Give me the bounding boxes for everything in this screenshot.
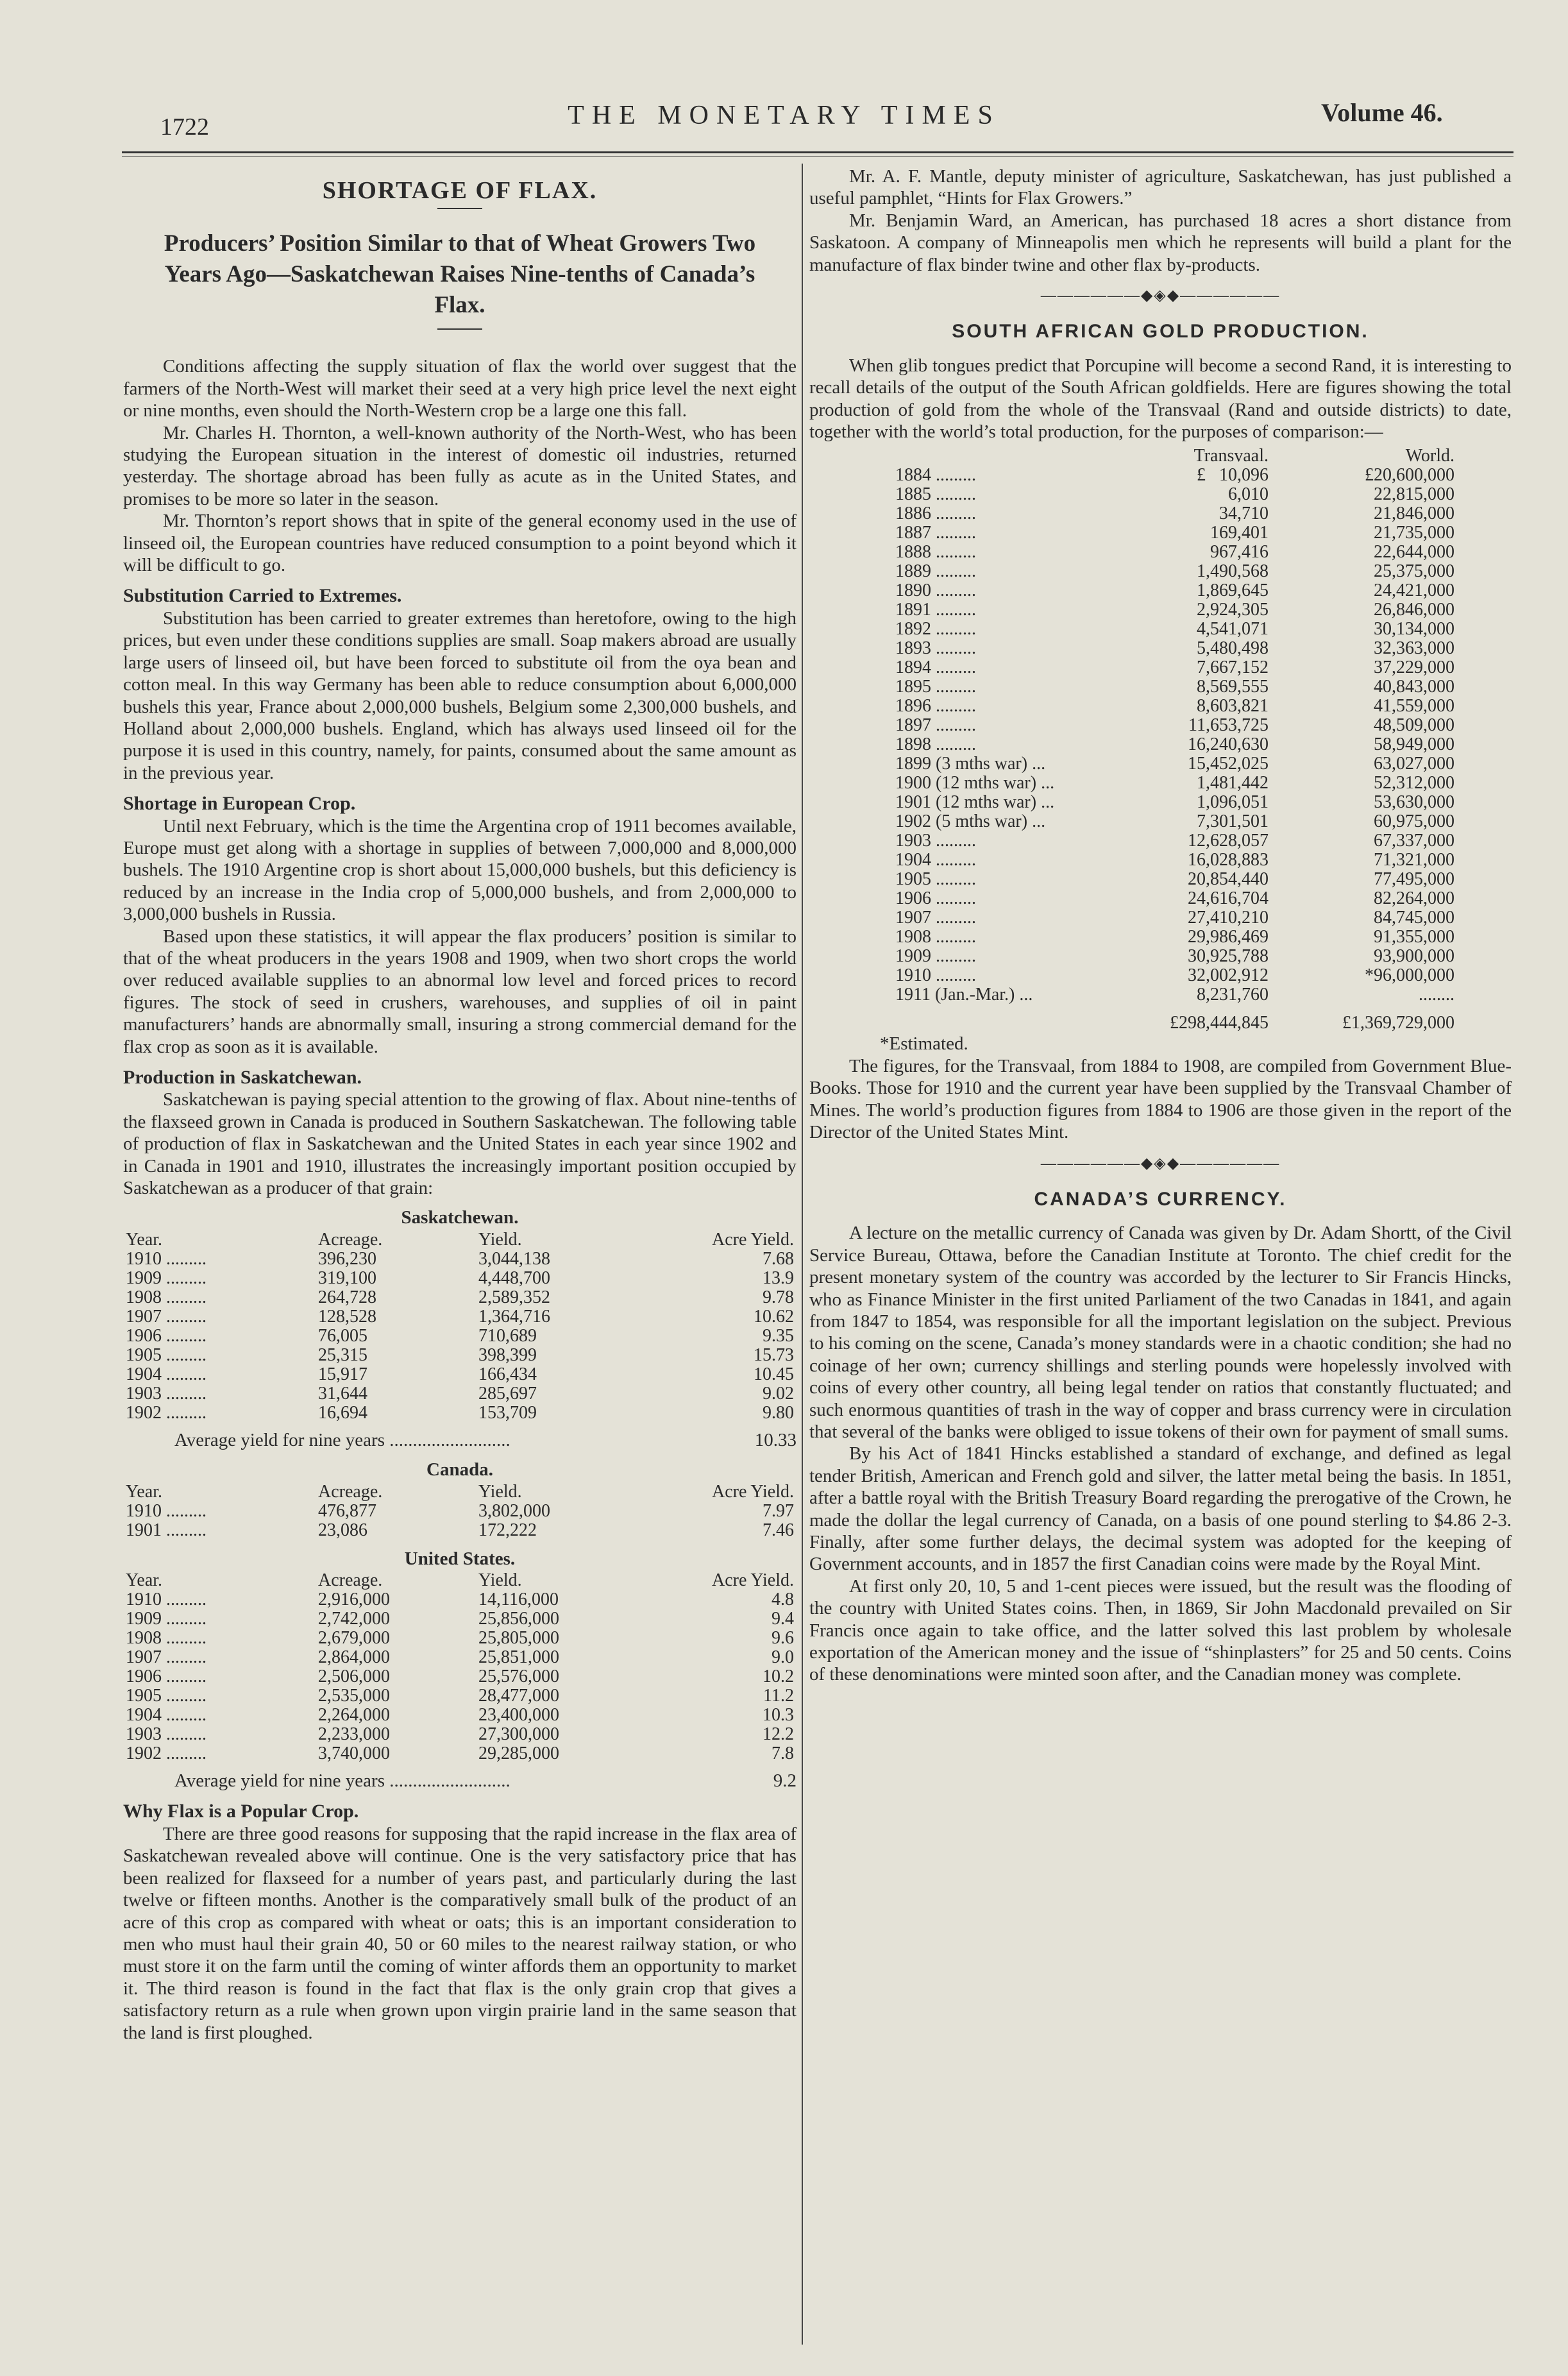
cell-acre-yield: 9.35	[763, 1325, 794, 1346]
table-row	[893, 466, 1457, 485]
table-row	[123, 1404, 797, 1423]
cell-acre-yield: 7.97	[763, 1500, 794, 1521]
cell-world: 21,735,000	[1374, 523, 1454, 543]
cell-yield: 4,448,700	[478, 1268, 550, 1288]
cell-world: 41,559,000	[1374, 696, 1454, 717]
cell-year: 1901 (12 mths war) ...	[895, 792, 1055, 813]
total-spacer	[893, 1005, 1104, 1033]
cell-acre-yield: 9.0	[771, 1647, 794, 1668]
cell-world: 82,264,000	[1374, 888, 1454, 909]
cell-acreage: 31,644	[318, 1383, 367, 1404]
cell-year: 1892 .........	[895, 619, 976, 640]
canada-table	[123, 1482, 797, 1540]
table-row	[123, 1365, 797, 1384]
cell-yield: 23,400,000	[478, 1705, 559, 1726]
cell-yield: 1,364,716	[478, 1306, 550, 1327]
table-row	[123, 1521, 797, 1540]
cell-year: 1909 .........	[895, 946, 976, 967]
cell-transvaal: 32,002,912	[1188, 965, 1269, 986]
cell-transvaal-value: 10,096	[1219, 465, 1269, 486]
table-row	[123, 1288, 797, 1307]
cell-yield: 25,805,000	[478, 1628, 559, 1649]
table-row	[893, 716, 1457, 735]
gold-production-table	[893, 446, 1457, 1033]
cell-transvaal: £ 10,096	[1197, 465, 1269, 486]
cell-year: 1897 .........	[895, 715, 976, 736]
table-row	[893, 504, 1457, 523]
header-acre-yield: Acre Yield.	[711, 1481, 794, 1502]
cell-acreage: 2,506,000	[318, 1667, 390, 1687]
cell-world: 40,843,000	[1374, 677, 1454, 697]
cell-transvaal: 24,616,704	[1188, 888, 1269, 909]
table-row	[123, 1629, 797, 1648]
cell-transvaal: 29,986,469	[1188, 927, 1269, 947]
cell-transvaal: 1,490,568	[1197, 561, 1269, 582]
cell-year: 1904 .........	[126, 1364, 207, 1384]
cell-year: 1894 .........	[895, 658, 976, 678]
ornament-divider: ——————◆◈◆——————	[1040, 1155, 1281, 1172]
paragraph: There are three good reasons for supposing that the rapid increase in the flax area of Saskatchewan revealed above will continue. One is the very satisfactory price that has been realized for flaxseed for a number of years past, and particularly during the last twelve or fifteen months. Another is the comparatively small bulk of the product of an acre of this crop as compared with wheat or oats; this is an important consideration to men who must haul their grain 40, 50 or 60 miles to the nearest railway station, or who must store it on the farm until the coming of winter affords them an opportunity to market it. The third reason is found in the fact that flax is the only grain crop that gives a satisfactory return as a rule when grown upon virgin prairie land in the same season that the land is first ploughed.	[123, 1823, 797, 2043]
cell-transvaal: 11,653,725	[1188, 715, 1269, 736]
table-row	[123, 1250, 797, 1269]
cell-year: 1907 .........	[895, 908, 976, 928]
cell-yield: 285,697	[478, 1383, 537, 1404]
cell-year: 1909 .........	[126, 1268, 207, 1288]
cell-transvaal: 1,096,051	[1197, 792, 1269, 813]
paragraph: Based upon these statistics, it will appear the flax producers’ position is similar to that of the wheat producers in the years 1908 and 1909, when two short crops the world over reduced available supplies to an abnormal low level and forced prices to record figures. The stock of seed in crushers, warehouses, and supplies of oil in paint manufacturers’ hands are abnormally small, insuring a strong commercial demand for the flax crop as soon as it is available.	[123, 926, 797, 1057]
united-states-table	[123, 1571, 797, 1763]
table-row	[123, 1744, 797, 1763]
cell-world: 52,312,000	[1374, 773, 1454, 793]
cell-acreage: 2,742,000	[318, 1609, 390, 1629]
header-world: World.	[1405, 446, 1454, 466]
cell-yield: 3,044,138	[478, 1248, 550, 1269]
left-column	[123, 165, 797, 2044]
cell-transvaal: 8,569,555	[1197, 677, 1269, 697]
table-row	[123, 1269, 797, 1288]
section-heading: Substitution Carried to Extremes.	[123, 585, 402, 607]
estimated-note: *Estimated.	[880, 1033, 968, 1055]
table-row	[893, 600, 1457, 620]
cell-acre-yield: 9.4	[771, 1609, 794, 1629]
table-row	[893, 889, 1457, 908]
cell-year: 1903 .........	[126, 1724, 207, 1745]
cell-year: 1895 .........	[895, 677, 976, 697]
cell-year: 1907 .........	[126, 1306, 207, 1327]
cell-yield: 398,399	[478, 1345, 537, 1365]
table-row	[123, 1648, 797, 1667]
cell-year: 1905 .........	[126, 1345, 207, 1365]
table-row	[893, 985, 1457, 1005]
table-row	[123, 1327, 797, 1346]
header-acre-yield: Acre Yield.	[711, 1229, 794, 1250]
paragraph: The figures, for the Transvaal, from 1884 to 1908, are compiled from Government Blue-Books. Those for 1910 and the current year have been supplied by the Transvaal Chamber of Mines. The world’s production figures from 1884 to 1906 are those given in the report of the Director of the United States Mint.	[809, 1055, 1512, 1143]
cell-transvaal: 2,924,305	[1197, 600, 1269, 620]
cell-acreage: 396,230	[318, 1248, 376, 1269]
cell-year: 1911 (Jan.-Mar.) ...	[895, 985, 1033, 1005]
table-row	[893, 581, 1457, 600]
table-row	[893, 639, 1457, 658]
cell-world: 30,134,000	[1374, 619, 1454, 640]
table-row	[893, 620, 1457, 639]
paragraph: Conditions affecting the supply situation of flax the world over suggest that the farmers of the North-West will market their seed at a very high price level the next eight or nine months, even should the North-Western crop be a large one this fall.	[123, 356, 797, 421]
cell-acreage: 128,528	[318, 1306, 376, 1327]
column-separator	[802, 164, 803, 2345]
cell-yield: 27,300,000	[478, 1724, 559, 1745]
cell-acreage: 2,264,000	[318, 1705, 390, 1726]
table-row	[893, 831, 1457, 851]
cell-year: 1908 .........	[126, 1628, 207, 1649]
table-row	[893, 947, 1457, 966]
page-number: 1722	[160, 114, 209, 140]
paragraph: Mr. Benjamin Ward, an American, has purchased 18 acres a short distance from Saskatoon. A company of Minneapolis men which he represents will build a plant for the manufacture of flax binder twine and other flax by-products.	[809, 210, 1512, 275]
paragraph: When glib tongues predict that Porcupine will become a second Rand, it is interesting to recall details of the output of the South African goldfields. Here are figures showing the total production of gold from the whole of the Transvaal (Rand and outside districts) to date, together with the world’s total production, for the purposes of comparison:—	[809, 355, 1512, 443]
cell-year: 1888 .........	[895, 542, 976, 563]
cell-yield: 153,709	[478, 1402, 537, 1423]
cell-year: 1902 .........	[126, 1744, 207, 1764]
cell-acreage: 2,679,000	[318, 1628, 390, 1649]
section-heading: Shortage in European Crop.	[123, 793, 356, 815]
paragraph: Substitution has been carried to greater extremes than heretofore, owing to the high prices, but even under these conditions supplies are small. Soap makers abroad are usually large users of linseed oil, but have been forced to substitute oil from the oya bean and cotton meal. In this way Germany has been able to reduce consumption about 6,000,000 bushels this year, France about 2,000,000 bushels, Belgium some 2,300,000 bushels, and Holland about 2,000,000 bushels. England, which has always used linseed oil for the purpose it is used in this country, namely, for paints, consumed about the same amount as in the previous year.	[123, 607, 797, 783]
cell-acre-yield: 15.73	[754, 1345, 794, 1365]
cell-transvaal: 27,410,210	[1188, 908, 1269, 928]
cell-transvaal: 1,869,645	[1197, 581, 1269, 601]
cell-world: 32,363,000	[1374, 638, 1454, 659]
article-title-gold: SOUTH AFRICAN GOLD PRODUCTION.	[952, 321, 1369, 343]
cell-year: 1905 .........	[895, 869, 976, 890]
cell-year: 1908 .........	[895, 927, 976, 947]
cell-transvaal: 34,710	[1219, 504, 1269, 524]
cell-transvaal: 169,401	[1210, 523, 1269, 543]
table-row	[123, 1725, 797, 1744]
table-row	[123, 1502, 797, 1521]
cell-acre-yield: 11.2	[763, 1686, 794, 1706]
cell-year: 1901 .........	[126, 1520, 207, 1540]
cell-transvaal: 16,240,630	[1188, 734, 1269, 755]
cell-year: 1900 (12 mths war) ...	[895, 773, 1055, 793]
table-row	[893, 908, 1457, 928]
cell-acre-yield: 9.78	[763, 1287, 794, 1307]
cell-year: 1891 .........	[895, 600, 976, 620]
table-row	[893, 677, 1457, 697]
cell-world: 22,815,000	[1374, 484, 1454, 505]
cell-acre-yield: 4.8	[771, 1590, 794, 1610]
cell-yield: 25,576,000	[478, 1667, 559, 1687]
title-rule	[437, 208, 482, 209]
table-row	[893, 754, 1457, 774]
article-subtitle-flax: Producers’ Position Similar to that of Wheat Growers Two Years Ago—Saskatchewan Raises Nine-tenths of Canada’s Flax.	[164, 230, 756, 319]
cell-year: 1906 .........	[126, 1325, 207, 1346]
cell-acreage: 2,233,000	[318, 1724, 390, 1745]
cell-acreage: 2,916,000	[318, 1590, 390, 1610]
cell-world: 25,375,000	[1374, 561, 1454, 582]
cell-world: 22,644,000	[1374, 542, 1454, 563]
cell-world: 58,949,000	[1374, 734, 1454, 755]
saskatchewan-table	[123, 1230, 797, 1423]
header-year: Year.	[126, 1570, 163, 1591]
cell-acreage: 76,005	[318, 1325, 367, 1346]
cell-acreage: 476,877	[318, 1500, 376, 1521]
paragraph: Mr. A. F. Mantle, deputy minister of agriculture, Saskatchewan, has just published a useful pamphlet, “Hints for Flax Growers.”	[809, 166, 1512, 209]
header-yield: Yield.	[478, 1229, 522, 1250]
table-row	[893, 543, 1457, 562]
table-row	[893, 774, 1457, 793]
cell-year: 1886 .........	[895, 504, 976, 524]
header-year: Year.	[126, 1481, 163, 1502]
header-rule	[122, 151, 1513, 153]
paragraph: Until next February, which is the time the Argentina crop of 1911 becomes available, Europe must get along with a shortage in supplies of between 7,000,000 and 8,000,000 bushels. The 1910 Argentine crop is short about 15,000,000 bushels, but this deficiency is reduced by an increase in the India crop of 5,000,000 bushels, and from 2,000,000 to 3,000,000 bushels in Russia.	[123, 815, 797, 925]
cell-transvaal: 6,010	[1228, 484, 1269, 505]
table-row	[123, 1609, 797, 1629]
cell-year: 1910 .........	[126, 1590, 207, 1610]
cell-year: 1910 .........	[126, 1500, 207, 1521]
cell-year: 1905 .........	[126, 1686, 207, 1706]
header-yield: Yield.	[478, 1481, 522, 1502]
cell-world: ........	[1419, 985, 1454, 1005]
cell-acreage: 3,740,000	[318, 1744, 390, 1764]
cell-acre-yield: 7.8	[771, 1744, 794, 1764]
cell-year: 1903 .........	[895, 831, 976, 851]
cell-transvaal: 20,854,440	[1188, 869, 1269, 890]
cell-year: 1902 .........	[126, 1402, 207, 1423]
cell-acreage: 264,728	[318, 1287, 376, 1307]
section-heading: Why Flax is a Popular Crop.	[123, 1801, 359, 1822]
total-transvaal: £298,444,845	[1170, 1013, 1269, 1033]
cell-year: 1887 .........	[895, 523, 976, 543]
table-row	[123, 1667, 797, 1686]
cell-world: 48,509,000	[1374, 715, 1454, 736]
average-row	[174, 1770, 797, 1792]
cell-year: 1907 .........	[126, 1647, 207, 1668]
table-row	[893, 812, 1457, 831]
cell-acreage: 319,100	[318, 1268, 376, 1288]
table-row	[893, 966, 1457, 985]
table-row	[893, 658, 1457, 677]
cell-transvaal: 8,603,821	[1197, 696, 1269, 717]
table-row	[893, 562, 1457, 581]
cell-transvaal: 1,481,442	[1197, 773, 1269, 793]
cell-acre-yield: 7.68	[763, 1248, 794, 1269]
cell-world: 93,900,000	[1374, 946, 1454, 967]
paragraph: Mr. Thornton’s report shows that in spite of the general economy used in the use of linseed oil, the European countries have reduced consumption to a point beyond which it will be difficult to go.	[123, 511, 797, 576]
table-row	[893, 697, 1457, 716]
cell-acre-yield: 10.2	[763, 1667, 794, 1687]
cell-acre-yield: 9.6	[771, 1628, 794, 1649]
table-row	[123, 1686, 797, 1706]
cell-world: £20,600,000	[1365, 465, 1454, 486]
paragraph: Saskatchewan is paying special attention to the growing of flax. About nine-tenths of the flaxseed grown in Canada is produced in Southern Saskatchewan. The following table of production of flax in Saskatchewan and the United States in each year since 1902 and in Canada in 1901 and 1910, illustrates the increasingly important position occupied by Saskatchewan as a producer of that grain:	[123, 1089, 797, 1199]
cell-transvaal: 7,667,152	[1197, 658, 1269, 678]
cell-yield: 14,116,000	[478, 1590, 559, 1610]
table-row	[123, 1590, 797, 1609]
volume-label: Volume 46.	[1321, 98, 1443, 127]
average-value: 10.33	[754, 1429, 797, 1450]
table-row	[123, 1307, 797, 1327]
table-row	[123, 1346, 797, 1365]
header-year: Year.	[126, 1229, 163, 1250]
cell-transvaal: 5,480,498	[1197, 638, 1269, 659]
cell-world: 67,337,000	[1374, 831, 1454, 851]
cell-transvaal: 967,416	[1210, 542, 1269, 563]
cell-transvaal: 7,301,501	[1197, 811, 1269, 832]
table-row	[893, 523, 1457, 543]
table-caption-saskatchewan: Saskatchewan.	[401, 1207, 519, 1228]
right-column	[809, 165, 1512, 1686]
table-row	[123, 1384, 797, 1404]
masthead-title: THE MONETARY TIMES	[568, 101, 1000, 130]
cell-world: 63,027,000	[1374, 754, 1454, 774]
table-row	[893, 851, 1457, 870]
header-acreage: Acreage.	[318, 1570, 383, 1591]
table-caption-canada: Canada.	[426, 1459, 493, 1481]
section-heading: Production in Saskatchewan.	[123, 1067, 362, 1088]
cell-year: 1910 .........	[895, 965, 976, 986]
cell-year: 1910 .........	[126, 1248, 207, 1269]
cell-year: 1893 .........	[895, 638, 976, 659]
total-world: £1,369,729,000	[1342, 1013, 1454, 1033]
header-yield: Yield.	[478, 1570, 522, 1591]
ornament-divider: ——————◆◈◆——————	[1040, 287, 1281, 305]
cell-world: 26,846,000	[1374, 600, 1454, 620]
cell-world: 71,321,000	[1374, 850, 1454, 870]
cell-transvaal: 4,541,071	[1197, 619, 1269, 640]
cell-acre-yield: 7.46	[763, 1520, 794, 1540]
table-row	[893, 735, 1457, 754]
header-acreage: Acreage.	[318, 1481, 383, 1502]
cell-acreage: 2,864,000	[318, 1647, 390, 1668]
header-acre-yield: Acre Yield.	[711, 1570, 794, 1591]
table-row	[893, 485, 1457, 504]
cell-year: 1884 .........	[895, 465, 976, 486]
cell-year: 1903 .........	[126, 1383, 207, 1404]
header-transvaal: Transvaal.	[1193, 446, 1269, 466]
cell-world: 53,630,000	[1374, 792, 1454, 813]
cell-acre-yield: 12.2	[763, 1724, 794, 1745]
cell-year: 1909 .........	[126, 1609, 207, 1629]
cell-year: 1904 .........	[126, 1705, 207, 1726]
cell-transvaal: 30,925,788	[1188, 946, 1269, 967]
average-label: Average yield for nine years ..........................	[174, 1770, 510, 1792]
cell-world: 21,846,000	[1374, 504, 1454, 524]
cell-acreage: 2,535,000	[318, 1686, 390, 1706]
table-row	[893, 793, 1457, 812]
cell-acre-yield: 10.62	[754, 1306, 794, 1327]
cell-year: 1904 .........	[895, 850, 976, 870]
cell-year: 1908 .........	[126, 1287, 207, 1307]
cell-year: 1889 .........	[895, 561, 976, 582]
cell-year: 1902 (5 mths war) ...	[895, 811, 1046, 832]
cell-acre-yield: 13.9	[763, 1268, 794, 1288]
table-row	[893, 870, 1457, 889]
cell-acreage: 25,315	[318, 1345, 367, 1365]
cell-year: 1899 (3 mths war) ...	[895, 754, 1046, 774]
cell-acre-yield: 9.02	[763, 1383, 794, 1404]
cell-year: 1906 .........	[126, 1667, 207, 1687]
table-caption-united-states: United States.	[404, 1548, 516, 1569]
cell-world: 77,495,000	[1374, 869, 1454, 890]
cell-world: 84,745,000	[1374, 908, 1454, 928]
cell-transvaal: 16,028,883	[1188, 850, 1269, 870]
cell-acre-yield: 9.80	[763, 1402, 794, 1423]
cell-world: 24,421,000	[1374, 581, 1454, 601]
table-row	[123, 1706, 797, 1725]
paragraph: A lecture on the metallic currency of Canada was given by Dr. Adam Shortt, of the Civil Service Bureau, Ottawa, before the Canadian Institute at Toronto. The chief credit for the present monetary system of the country was accorded by the lecturer to Sir Francis Hincks, who as Finance Minister in the first united Parliament of the two Canadas in 1841, and again from 1847 to 1854, was responsible for all the important legislation on the subject. Previous to his coming on the scene, Canada’s money standards were in a chaotic condition; she had no coinage of her own; currency shillings and sterling pounds were hopelessly involved with coins of every other country, all being legal tender on ratios that constantly fluctuated; and such enormous quantities of trash in the way of copper and brass currency were in circulation that several of the banks were obliged to issue tokens of their own for payment of small sums.	[809, 1223, 1512, 1442]
cell-transvaal: 12,628,057	[1188, 831, 1269, 851]
cell-year: 1890 .........	[895, 581, 976, 601]
cell-year: 1906 .........	[895, 888, 976, 909]
subtitle-rule	[437, 328, 482, 330]
cell-yield: 28,477,000	[478, 1686, 559, 1706]
cell-transvaal: 8,231,760	[1197, 985, 1269, 1005]
average-value: 9.2	[773, 1770, 797, 1792]
cell-acre-yield: 10.45	[754, 1364, 794, 1384]
cell-yield: 25,856,000	[478, 1609, 559, 1629]
cell-year: 1898 .........	[895, 734, 976, 755]
cell-acreage: 23,086	[318, 1520, 367, 1540]
cell-acre-yield: 10.3	[763, 1705, 794, 1726]
cell-yield: 25,851,000	[478, 1647, 559, 1668]
cell-yield: 710,689	[478, 1325, 537, 1346]
cell-yield: 166,434	[478, 1364, 537, 1384]
paragraph: At first only 20, 10, 5 and 1-cent pieces were issued, but the result was the flooding of the country with United States coins. Then, in 1869, Sir John Macdonald prevailed on Sir Francis once again to take office, and the latter solved this last problem by wholesale exportation of the American money and the issue of “shinplasters” for 25 and 50 cents. Coins of these denominations were minted soon after, and the Canadian money was complete.	[809, 1575, 1512, 1685]
cell-yield: 3,802,000	[478, 1500, 550, 1521]
cell-yield: 172,222	[478, 1520, 537, 1540]
cell-year: 1896 .........	[895, 696, 976, 717]
cell-world: 91,355,000	[1374, 927, 1454, 947]
cell-acreage: 15,917	[318, 1364, 367, 1384]
article-title-currency: CANADA’S CURRENCY.	[1034, 1188, 1287, 1210]
paragraph: Mr. Charles H. Thornton, a well-known authority of the North-West, who has been studying the European situation in the interest of domestic oil industries, returned yesterday. The shortage abroad has been fully as acute as in the United States, and promises to be more so later in the season.	[123, 422, 797, 509]
cell-world: *96,000,000	[1365, 965, 1454, 986]
cell-world: 37,229,000	[1374, 658, 1454, 678]
cell-year: 1885 .........	[895, 484, 976, 505]
cell-world: 60,975,000	[1374, 811, 1454, 832]
cell-yield: 29,285,000	[478, 1744, 559, 1764]
cell-transvaal: 15,452,025	[1188, 754, 1269, 774]
total-row	[893, 1005, 1457, 1033]
average-label: Average yield for nine years ..........................	[174, 1429, 510, 1450]
cell-yield: 2,589,352	[478, 1287, 550, 1307]
cell-acreage: 16,694	[318, 1402, 367, 1423]
article-title-flax: SHORTAGE OF FLAX.	[322, 177, 598, 204]
average-row	[174, 1429, 797, 1451]
paragraph: By his Act of 1841 Hincks established a standard of exchange, and defined as legal tender British, American and French gold and silver, the latter metal being the basis. In 1851, after a battle royal with the British Treasury Board regarding the prerogative of the Crown, he made the dollar the legal currency of Canada, on a basis of one pound sterling to $4.86 2-3. Finally, after some further delays, the decimal system was adopted for the keeping of Government accounts, and in 1857 the first Canadian coins were made by the Royal Mint.	[809, 1443, 1512, 1575]
header-acreage: Acreage.	[318, 1229, 383, 1250]
table-row	[893, 928, 1457, 947]
